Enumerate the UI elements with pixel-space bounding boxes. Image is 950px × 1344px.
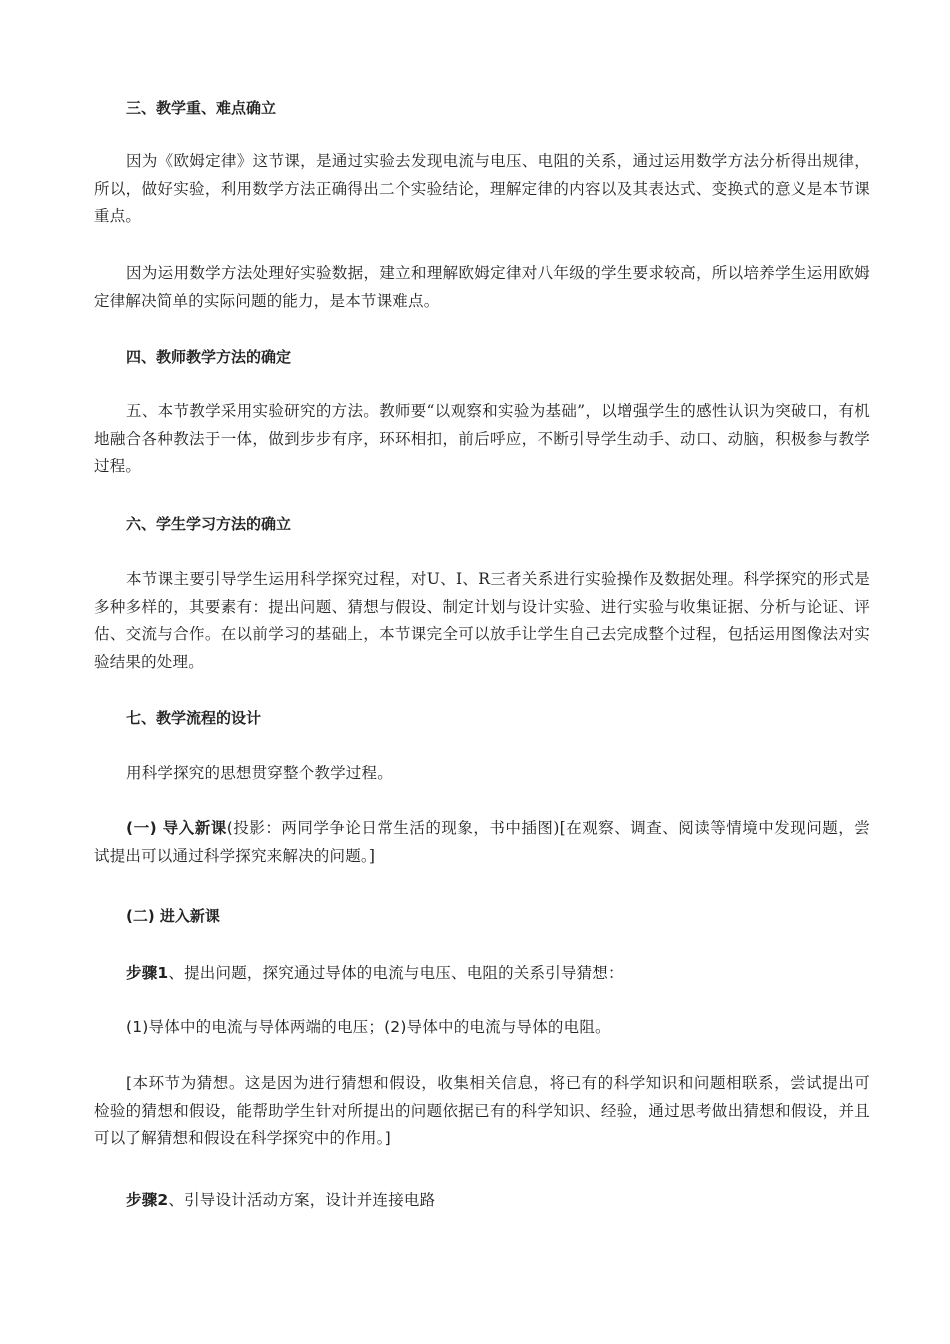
section-6-paragraph: 本节课主要引导学生运用科学探究过程，对U、I、R三者关系进行实验操作及数据处理。科学探究的形式是多种多样的，其要素有：提出问题、猜想与假设、制定计划与设计实验、进行实验与收集证据、分析与论证、评估、交流与合作。在以前学习的基础上，本节课完全可以放手让学生自己去完成整个过程，包括运用图像法对实验结果的处理。 (94, 570, 870, 671)
step-2-paragraph (94, 1187, 870, 1215)
section-4-heading: 四、教师教学方法的确定 (126, 348, 292, 366)
step-1-paragraph (94, 960, 870, 988)
new-lesson-heading: (二) 进入新课 (126, 907, 220, 925)
note-close-bracket: ] (384, 1129, 391, 1147)
section-5-paragraph: 五、本节教学采用实验研究的方法。教师要“以观察和实验为基础”，以增强学生的感性认识为突破口，有机地融合各种教法于一体，做到步步有序，环环相扣，前后呼应，不断引导学生动手、动口、动脑，积极参与教学过程。 (94, 402, 870, 475)
section-3-paragraph-2: 因为运用数学方法处理好实验数据，建立和理解欧姆定律对八年级的学生要求较高，所以培养学生运用欧姆定律解决简单的实际问题的能力，是本节课难点。 (94, 264, 870, 310)
section-7-heading: 七、教学流程的设计 (126, 709, 262, 727)
intro-lesson-text: 投影：两同学争论日常生活的现象，书中插图)[在观察、调查、阅读等情境中发现问题，尝试提出可以通过科学探究来解决的问题。] (94, 819, 870, 865)
note-text: 本环节为猜想。这是因为进行猜想和假设，收集相关信息，将已有的科学知识和问题相联系，尝试提出可检验的猜想和假设，能帮助学生针对所提出的问题依据已有的科学知识、经验，通过思考做出猜想和假设，并且可以了解猜想和假设在科学探究中的作用。 (94, 1074, 870, 1147)
step-1-label: 步骤1 (126, 964, 169, 982)
intro-open-paren: ( (226, 819, 234, 837)
intro-lesson-label: (一) 导入新课 (126, 819, 227, 837)
guess-2: (2)导体中的电流与导体的电阻。 (384, 1018, 611, 1036)
step-1-text: 、提出问题，探究通过导体的电流与电压、电阻的关系引导猜想： (168, 964, 624, 982)
intro-lesson-paragraph (94, 815, 870, 870)
section-6-heading: 六、学生学习方法的确立 (126, 515, 292, 533)
note-open-bracket: [ (126, 1074, 133, 1092)
step-2-text: 、引导设计活动方案，设计并连接电路 (168, 1191, 436, 1209)
step-2-label: 步骤2 (126, 1191, 169, 1209)
guess-list-paragraph (94, 1014, 870, 1042)
note-paragraph (94, 1070, 870, 1153)
section-3-heading: 三、教学重、难点确立 (126, 99, 277, 117)
section-3-paragraph-1: 因为《欧姆定律》这节课，是通过实验去发现电流与电压、电阻的关系，通过运用数学方法分析得出规律，所以，做好实验，利用数学方法正确得出二个实验结论，理解定律的内容以及其表达式、变换式的意义是本节课重点。 (94, 152, 870, 225)
section-7-paragraph: 用科学探究的思想贯穿整个教学过程。 (126, 764, 393, 782)
guess-1: (1)导体中的电流与导体两端的电压； (126, 1018, 385, 1036)
